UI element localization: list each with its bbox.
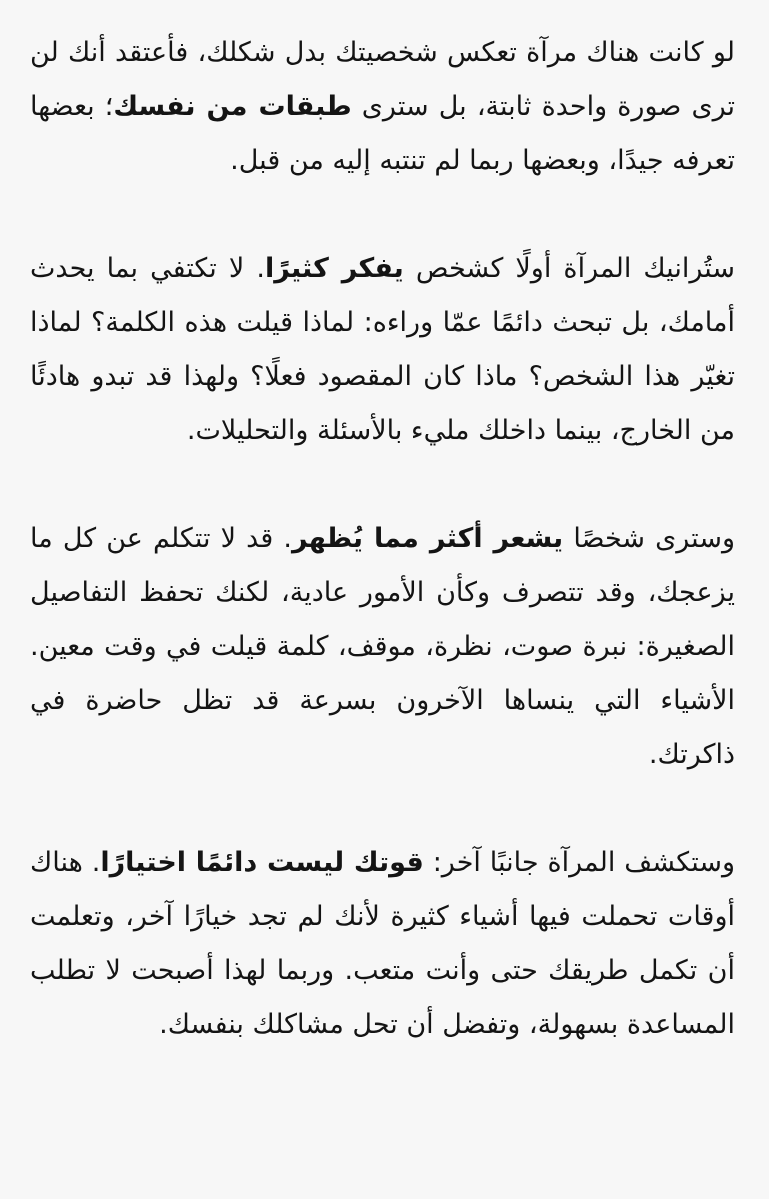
paragraph-4-text-1: وستكشف المرآة جانبًا آخر: <box>423 847 736 878</box>
paragraph-1 <box>30 26 735 188</box>
paragraph-4-bold-phrase: قوتك ليست دائمًا اختيارًا <box>100 847 424 878</box>
paragraph-3-bold-phrase: يشعر أكثر مما يُظهر <box>291 523 564 554</box>
paragraph-1-text-1: لو كانت هناك مرآة تعكس شخصيتك بدل شكلك، فأعتقد أنك لن ترى صورة واحدة ثابتة، بل سترى <box>30 37 736 122</box>
paragraph-2-text-1: ستُرانيك المرآة أولًا كشخص <box>403 253 735 284</box>
paragraph-2-text-2: . لا تكتفي بما يحدث أمامك، بل تبحث دائمًا عمّا وراءه: لماذا قيلت هذه الكلمة؟ لماذا تغيّر هذا الشخص؟ ماذا كان المقصود فعلًا؟ ولهذا قد تبدو هادئًا من الخارج، بينما داخلك مليء بالأسئلة والتحليلات. <box>30 253 735 446</box>
paragraph-3 <box>30 512 735 782</box>
paragraph-1-text-2: ؛ بعضها تعرفه جيدًا، وبعضها ربما لم تنتبه إليه من قبل. <box>30 91 735 176</box>
paragraph-3-text-2: . قد لا تتكلم عن كل ما يزعجك، وقد تتصرف وكأن الأمور عادية، لكنك تحفظ التفاصيل الصغيرة: نبرة صوت، نظرة، موقف، كلمة قيلت في وقت معين. الأشياء التي ينساها الآخرون بسرعة قد تظل حاضرة في ذاكرتك. <box>30 523 735 770</box>
paragraph-4-text-2: . هناك أوقات تحملت فيها أشياء كثيرة لأنك لم تجد خيارًا آخر، وتعلمت أن تكمل طريقك حتى وأنت متعب. وربما لهذا أصبحت لا تطلب المساعدة بسهولة، وتفضل أن تحل مشاكلك بنفسك. <box>30 847 735 1040</box>
paragraph-2-bold-phrase: يفكر كثيرًا <box>264 253 404 284</box>
paragraph-4 <box>30 836 735 1052</box>
paragraph-1-bold-phrase: طبقات من نفسك <box>113 91 352 122</box>
paragraph-2 <box>30 242 735 458</box>
paragraph-3-text-1: وسترى شخصًا <box>563 523 735 554</box>
